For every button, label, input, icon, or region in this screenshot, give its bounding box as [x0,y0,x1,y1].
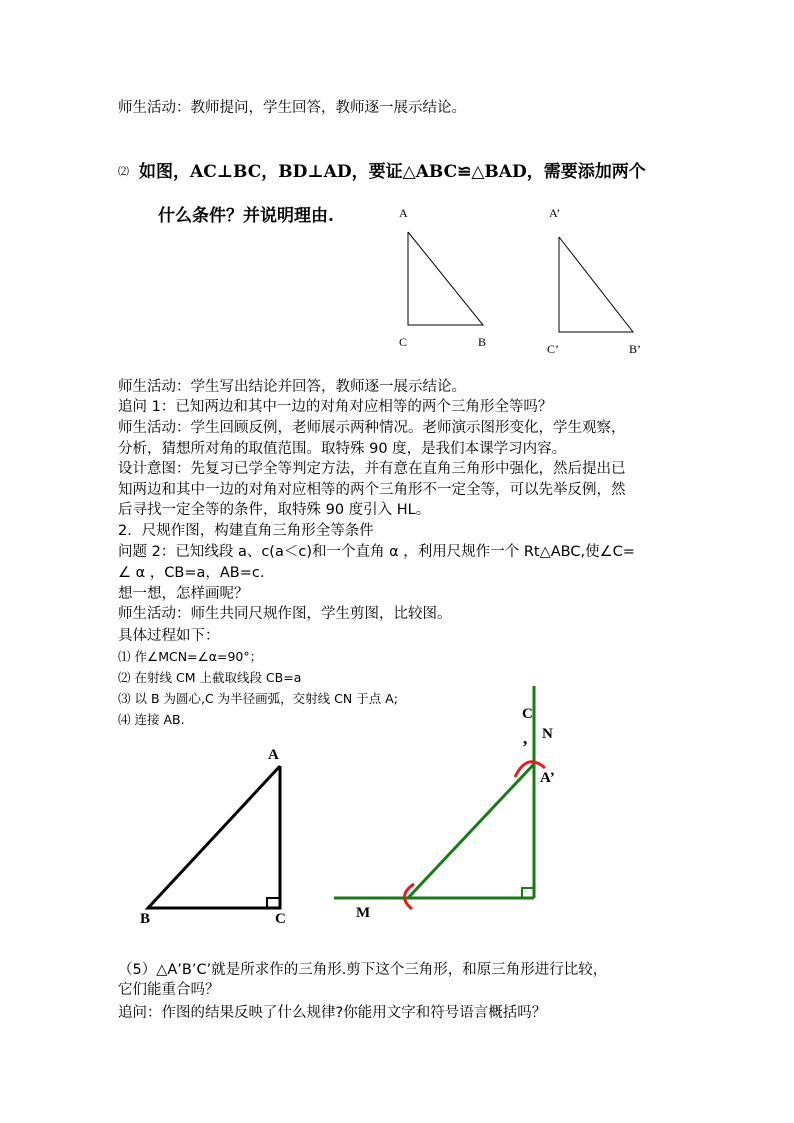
top-right-label-c: C’ [547,342,559,356]
intro-activity-text: 师生活动：教师提问，学生回答，教师逐一展示结论。 [118,100,466,116]
top-right-label-a: A’ [549,206,561,220]
body-line-8: 2．尺规作图，构建直角三角形全等条件 [118,523,374,539]
body-line-3: 师生活动：学生回顾反例，老师展示两种情况。老师演示图形变化，学生观察， [118,420,626,436]
construction-label-a: A’ [540,770,555,786]
step-3-num: ⑶ [118,691,131,706]
step-2-text: 在射线 CM 上截取线段 CB=a [130,670,302,685]
top-left-label-c: C [399,335,408,349]
bottom-left-label-c: C [275,911,286,927]
question-2-line1: 如图，AC⊥BC，BD⊥AD，要证△ABC≌△BAD，需要添加两个 [139,162,646,182]
conclusion-line-2: 它们能重合吗？ [118,982,220,998]
bottom-left-label-b: B [140,911,151,927]
body-line-4: 分析，猜想所对角的取值范围。取特殊 90 度，是我们本课学习内容。 [118,441,567,457]
triangle-abc-bold [148,766,280,908]
followup-question: 追问：作图的结果反映了什么规律?你能用文字和符号语言概括吗？ [118,1005,547,1021]
top-left-label-b: B [478,335,487,349]
body-line-2: 追问 1：已知两边和其中一边的对角对应相等的两个三角形全等吗？ [118,399,553,415]
body-line-12: 师生活动：师生共同尺规作图，学生剪图，比较图。 [118,606,452,622]
body-line-5: 设计意图：先复习已学全等判定方法，并有意在直角三角形中强化，然后提出已 [118,461,626,477]
segment-ab [408,764,534,898]
construction-label-n: N [542,726,553,742]
top-left-label-a: A [399,206,408,220]
step-4-text: 连接 AB. [130,712,185,727]
body-line-11: 想一想，怎样画呢？ [118,586,249,602]
body-line-9: 问题 2：已知线段 a、c(a＜c)和一个直角 α ，利用尺规作一个 Rt△ABC,使∠C= [118,544,635,560]
construction-label-m: M [356,905,371,921]
step-1-num: ⑴ [118,649,131,664]
step-1-text: 作∠MCN=∠α=90°； [130,649,263,664]
question-2-line2: 什么条件？并说明理由. [158,206,334,226]
question-2-marker: ⑵ [118,165,129,178]
conclusion-line-1: （5）△A’B’C’就是所求作的三角形.剪下这个三角形，和原三角形进行比较， [118,962,608,978]
body-line-13: 具体过程如下： [118,628,220,644]
body-line-6: 知两边和其中一边的对角对应相等的两个三角形不一定全等，可以先举反例，然 [118,482,626,498]
construction-label-prime: ’ [522,737,528,757]
step-4-num: ⑷ [118,712,131,727]
step-3-text: 以 B 为圆心,C 为半径画弧，交射线 CN 于点 A; [130,691,398,706]
construction-label-c: C [522,706,533,722]
top-right-label-b: B’ [629,342,641,356]
step-2-num: ⑵ [118,670,131,685]
body-line-7: 后寻找一定全等的条件，取特殊 90 度引入 HL。 [118,502,431,518]
body-line-1: 师生活动：学生写出结论并回答，教师逐一展示结论。 [118,379,466,395]
bottom-left-label-a: A [268,747,279,763]
body-line-10: ∠ α ，CB=a，AB=c. [118,565,265,581]
